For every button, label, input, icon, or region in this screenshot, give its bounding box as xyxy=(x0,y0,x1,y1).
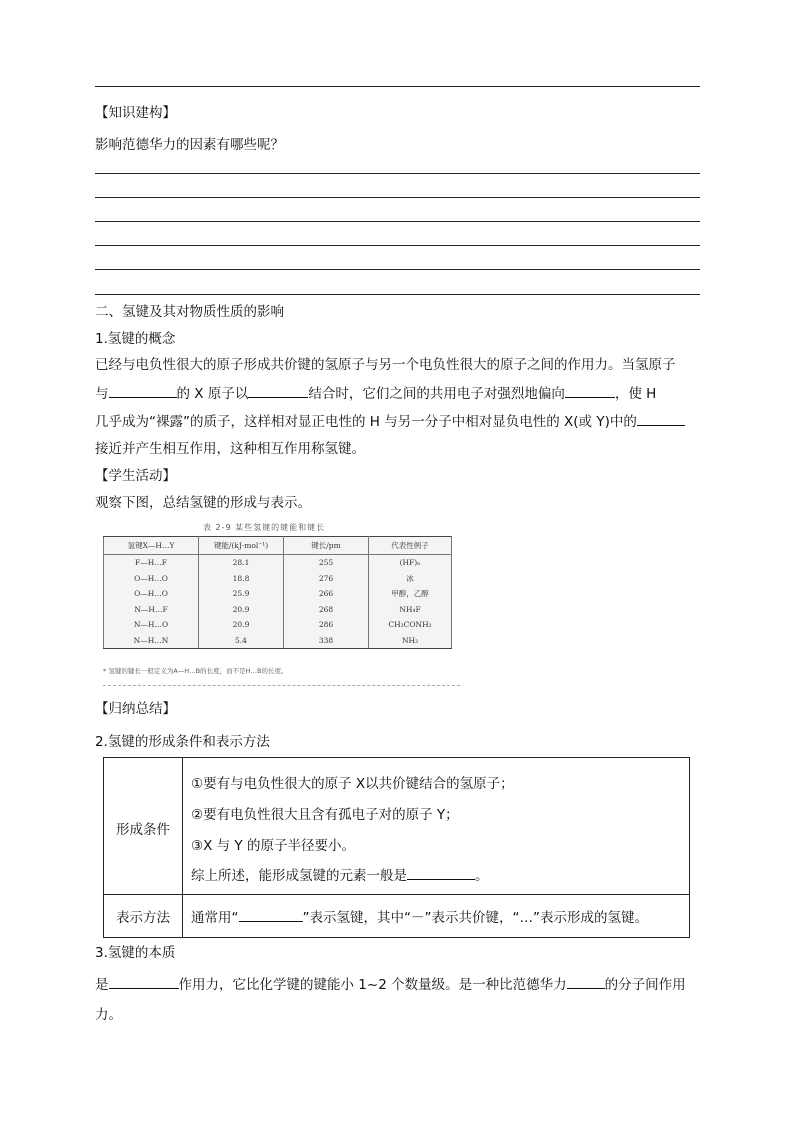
table-cell: 甲醇，乙醇 xyxy=(369,586,452,602)
representation-part: ”表示氢键，其中“－”表示共价键，“…”表示形成的氢键。 xyxy=(302,910,648,926)
nature-line-2: 力。 xyxy=(95,1007,122,1023)
scan-edge xyxy=(103,685,460,686)
nature-text: 作用力，它比化学键的键能小 1~2 个数量级。是一种比范德华力 xyxy=(178,977,567,993)
fill-blank[interactable] xyxy=(248,384,308,398)
table-row xyxy=(104,571,452,587)
table-cell: O—H…O xyxy=(104,586,199,602)
formation-conditions-label: 形成条件 xyxy=(116,822,170,838)
concept-line-3 xyxy=(95,412,685,431)
concept-text: 结合时，它们之间的共用电子对强烈地偏向 xyxy=(308,386,565,402)
conclusion-text: 综上所述，能形成氢键的元素一般是 xyxy=(191,868,407,884)
table-cell: 338 xyxy=(284,633,369,649)
summary-title: 2.氢键的形成条件和表示方法 xyxy=(95,734,270,750)
hydrogen-bond-table-figure xyxy=(103,520,460,692)
table-header: 氢键X—H…Y xyxy=(104,537,199,555)
table-cell: N—H…O xyxy=(104,617,199,633)
table-cell: CH₃CONH₂ xyxy=(369,617,452,633)
concept-title: 1.氢键的概念 xyxy=(95,331,176,347)
table-cell: 20.9 xyxy=(199,602,284,618)
table-cell: 25.9 xyxy=(199,586,284,602)
fill-blank[interactable] xyxy=(565,384,615,398)
vdw-question: 影响范德华力的因素有哪些呢？ xyxy=(95,137,284,153)
condition-conclusion xyxy=(191,864,489,884)
observe-instruction: 观察下图，总结氢键的形成与表示。 xyxy=(95,495,311,511)
condition-3: ③X 与 Y 的原子半径要小。 xyxy=(191,838,355,854)
table-row xyxy=(104,586,452,602)
answer-line-1[interactable] xyxy=(95,173,700,174)
nature-text: 的分子间作用 xyxy=(604,977,686,993)
concept-text: ，使 H xyxy=(614,386,657,402)
conclusion-text: 。 xyxy=(475,868,489,884)
table-cell: 266 xyxy=(284,586,369,602)
table-cell: 276 xyxy=(284,571,369,587)
representation-part: 通常用“ xyxy=(191,910,239,926)
fill-blank[interactable] xyxy=(407,866,475,880)
table-cell: F—H…F xyxy=(104,555,199,571)
table-header: 代表性例子 xyxy=(369,537,452,555)
nature-title: 3.氢键的本质 xyxy=(95,945,176,961)
concept-line-1: 已经与电负性很大的原子形成共价键的氢原子与另一个电负性很大的原子之间的作用力。当氢原子 xyxy=(95,357,676,373)
table-cell: NH₄F xyxy=(369,602,452,618)
table-row xyxy=(104,617,452,633)
knowledge-heading: 【知识建构】 xyxy=(95,105,176,121)
table-cell: 268 xyxy=(284,602,369,618)
formation-table xyxy=(103,757,690,938)
table-cell: 255 xyxy=(284,555,369,571)
representation-label: 表示方法 xyxy=(116,910,170,926)
fill-blank[interactable] xyxy=(239,908,303,922)
table-cell: 286 xyxy=(284,617,369,633)
table-footnote: * 氢键的键长一般定义为A—H…B的长度，而不是H…B的长度。 xyxy=(103,667,288,675)
table-cell: O—H…O xyxy=(104,571,199,587)
table-row xyxy=(104,555,452,571)
table-divider xyxy=(182,758,183,937)
table-header: 键长/pm xyxy=(284,537,369,555)
table-cell: 20.9 xyxy=(199,617,284,633)
concept-text: 与 xyxy=(95,386,109,402)
representation-text xyxy=(191,906,648,926)
nature-text: 是 xyxy=(95,977,109,993)
fill-blank[interactable] xyxy=(109,384,177,398)
table-cell: 冰 xyxy=(369,571,452,587)
answer-line-5[interactable] xyxy=(95,269,700,270)
concept-line-2 xyxy=(95,384,656,403)
table-row xyxy=(104,602,452,618)
fill-blank[interactable] xyxy=(567,975,605,989)
table-cell: 28.1 xyxy=(199,555,284,571)
section-two-title: 二、氢键及其对物质性质的影响 xyxy=(95,304,284,320)
table-caption: 表 2-9 某些氢键的键能和键长 xyxy=(203,523,326,532)
table-header: 键能/(kJ·mol⁻¹) xyxy=(199,537,284,555)
condition-2: ②要有电负性很大且含有孤电子对的原子 Y； xyxy=(191,807,459,823)
student-activity-heading: 【学生活动】 xyxy=(95,468,176,484)
table-cell: 5.4 xyxy=(199,633,284,649)
table-cell: N—H…N xyxy=(104,633,199,649)
table-divider xyxy=(104,894,689,895)
concept-text: 的 X 原子以 xyxy=(176,386,249,402)
fill-blank[interactable] xyxy=(637,412,685,426)
answer-line-6[interactable] xyxy=(95,294,700,295)
divider-line xyxy=(95,86,700,87)
answer-line-2[interactable] xyxy=(95,197,700,198)
answer-line-3[interactable] xyxy=(95,221,700,222)
summary-heading: 【归纳总结】 xyxy=(95,701,176,717)
concept-line-4: 接近并产生相互作用，这种相互作用称氢键。 xyxy=(95,441,365,457)
table-cell: (HF)ₙ xyxy=(369,555,452,571)
fill-blank[interactable] xyxy=(109,975,179,989)
table-cell: 18.8 xyxy=(199,571,284,587)
condition-1: ①要有与电负性很大的原子 X以共价键结合的氢原子； xyxy=(191,776,514,792)
table-cell: NH₃ xyxy=(369,633,452,649)
nature-line-1 xyxy=(95,975,686,994)
concept-text: 几乎成为“裸露”的质子，这样相对显正电性的 H 与另一分子中相对显负电性的 X(或 Y)中的 xyxy=(95,414,637,430)
answer-line-4[interactable] xyxy=(95,245,700,246)
hydrogen-bond-table xyxy=(103,536,452,649)
table-cell: N—H…F xyxy=(104,602,199,618)
table-row xyxy=(104,633,452,649)
